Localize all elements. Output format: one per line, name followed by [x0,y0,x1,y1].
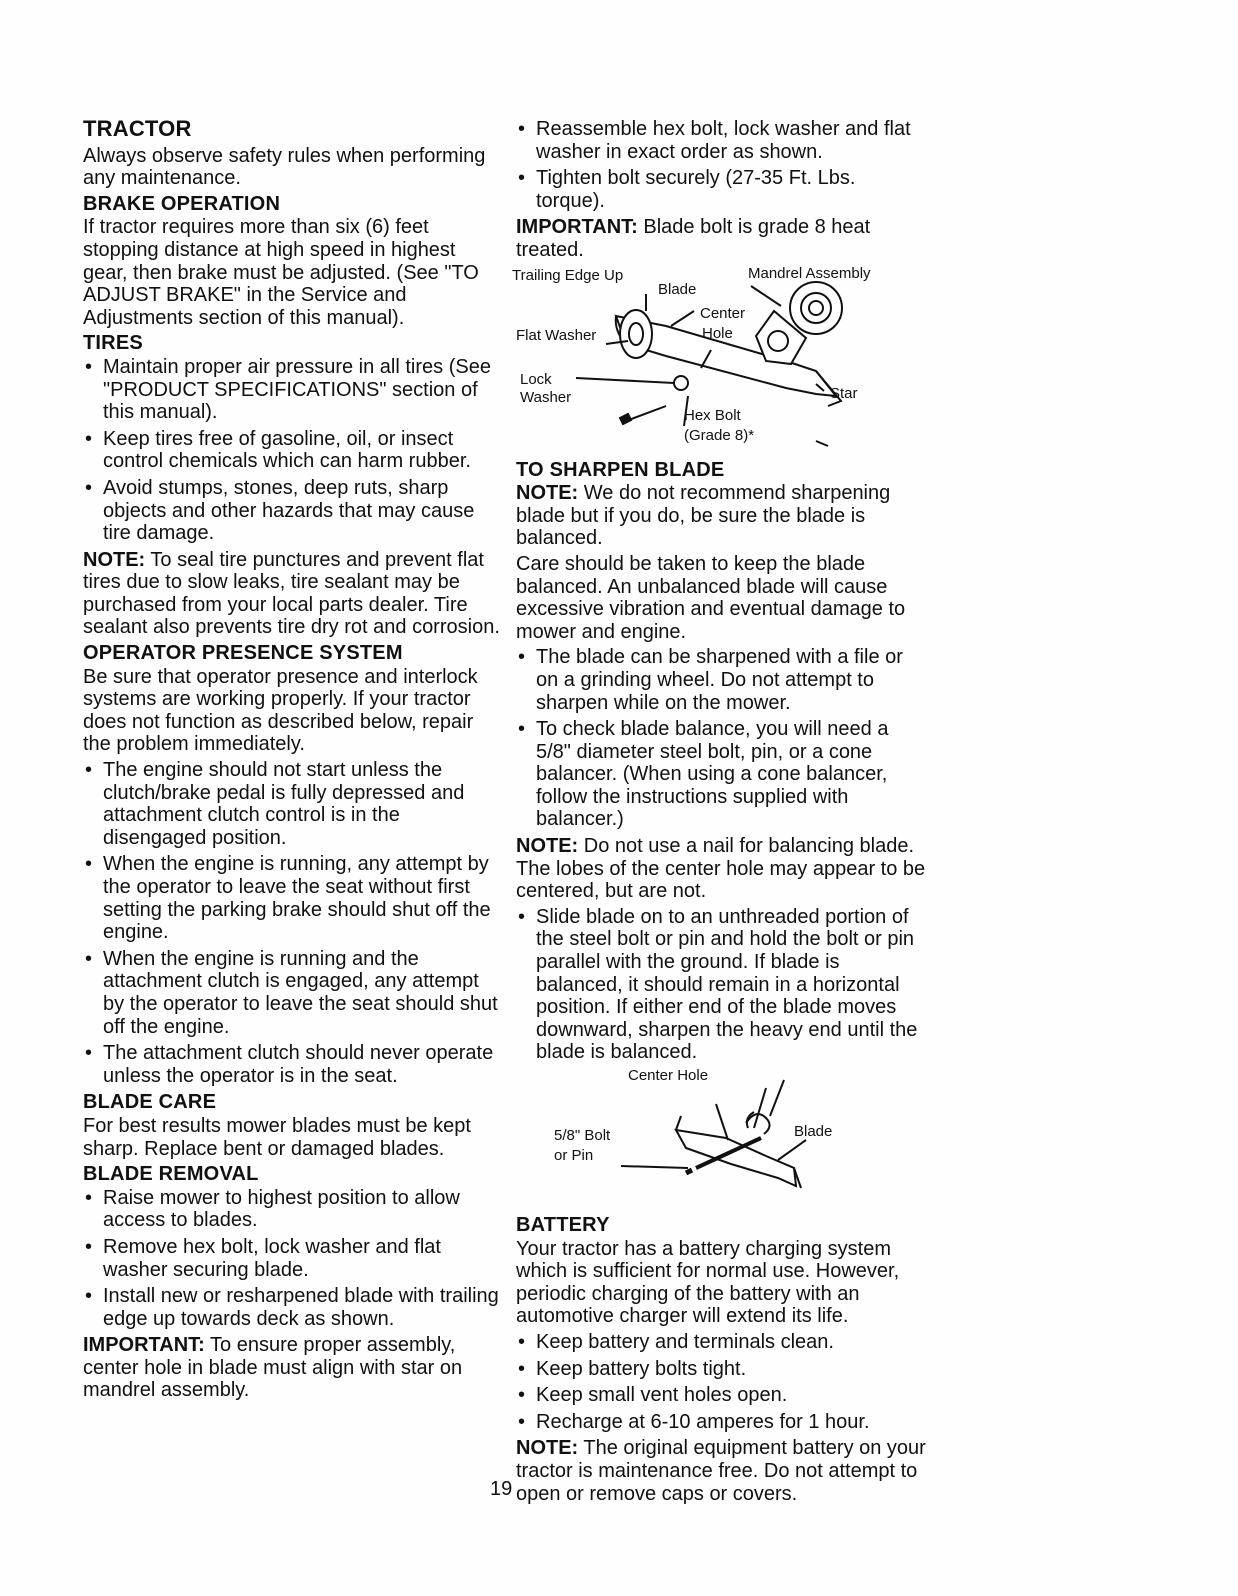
battery-heading: BATTERY [516,1214,610,1236]
list-item: • Reassemble hex bolt, lock washer and flat washer in exact order as shown. [516,118,926,163]
list-item: • To check blade balance, you will need a 5/8" diameter steel bolt, pin, or a cone balancer. (When using a cone balancer, follow the instructions supplied with balancer.) [516,718,926,831]
list-item: • Remove hex bolt, lock washer and flat washer securing blade. [83,1236,503,1281]
list-item: • When the engine is running, any attempt by the operator to leave the seat without first setting the parking brake should shut off the engine. [83,853,503,943]
lock-label: Lock [520,370,552,388]
blade-assembly-figure [512,264,916,456]
intro-text: Always observe safety rules when performing any maintenance. [83,144,486,190]
blade-removal-heading: BLADE REMOVAL [83,1163,259,1186]
blade-label-2: Blade [794,1123,833,1140]
balance-check-figure [516,1068,916,1208]
operator-presence-list [83,759,503,1087]
sharpen-blade-heading: TO SHARPEN BLADE [516,458,725,481]
sharpen-note-text: We do not recommend sharpening blade but if you do, be sure the blade is balanced. [516,482,891,550]
battery-note-text: The original equipment battery on your tractor is maintenance free. Do not attempt to open or remove caps or covers. [516,1437,926,1505]
left-column [83,118,503,1405]
grade-label: (Grade 8)* [684,426,755,444]
hole-label: Hole [702,324,733,342]
list-item: • Avoid stumps, stones, deep ruts, sharp objects and other hazards that may cause tire damage. [83,477,503,545]
operator-presence-heading: OPERATOR PRESENCE SYSTEM [83,642,403,665]
removal-important [83,1334,503,1402]
tractor-heading: TRACTOR [83,116,192,141]
list-item: • Slide blade on to an unthreaded portion of the steel bolt or pin and hold the bolt or pin parallel with the ground. If blade is balanced, it should remain in a horizontal position. If either end of the blade moves downward, sharpen the heavy end until the blade is balanced. [516,906,926,1064]
bolt-important-text: Blade bolt is grade 8 heat treated. [516,216,871,261]
battery-text: Your tractor has a battery charging system which is sufficient for normal use. However, periodic charging of the battery with an automotive charger will extend its life. [516,1237,900,1328]
brake-operation-text: If tractor requires more than six (6) feet stopping distance at high speed in highest gear, then brake must be adjusted. (See "TO ADJUST BRAKE" in the Service and Adjustments section of this manual). [83,216,479,329]
battery-list [516,1331,926,1433]
tires-heading: TIRES [83,332,143,355]
tires-note-text: To seal tire punctures and prevent flat tires due to slow leaks, tire sealant may be purchased from your local parts dealer. Tire sealant also prevents tire dry rot and corrosion. [83,548,500,639]
list-item: • Recharge at 6-10 amperes for 1 hour. [516,1411,926,1434]
sharpen-note [516,482,926,550]
bolt-label: 5/8" Bolt [554,1127,611,1144]
sharpen-text: Care should be taken to keep the blade balanced. An unbalanced blade will cause excessive vibration and eventual damage to mower and engine. [516,552,906,643]
list-item: • Install new or resharpened blade with trailing edge up towards deck as shown. [83,1285,503,1330]
tires-note [83,549,503,639]
slide-list [516,906,926,1064]
blade-care-text: For best results mower blades must be kept sharp. Replace bent or damaged blades. [83,1114,471,1160]
operator-presence-text: Be sure that operator presence and interlock systems are working properly. If your tractor does not function as described below, repair the problem immediately. [83,665,478,756]
sharpen-list [516,646,926,831]
tires-list [83,356,503,545]
list-item: • When the engine is running and the attachment clutch is engaged, any attempt by the operator to leave the seat should shut off the engine. [83,948,503,1038]
list-item: • The attachment clutch should never operate unless the operator is in the seat. [83,1042,503,1087]
brake-operation-heading: BRAKE OPERATION [83,192,281,215]
hex-bolt-label: Hex Bolt [684,406,741,424]
mandrel-assembly-label: Mandrel Assembly [748,264,871,282]
or-pin-label: or Pin [554,1147,594,1164]
page-number: 19 [490,1478,513,1500]
important-label: IMPORTANT: [516,216,638,239]
blade-label: Blade [658,280,697,298]
list-item: • Keep battery and terminals clean. [516,1331,926,1354]
note-label: NOTE: [516,482,579,505]
list-item: • Keep tires free of gasoline, oil, or insect control chemicals which can harm rubber. [83,428,503,473]
center-hole-label: Center Hole [628,1067,709,1084]
nail-note [516,835,926,903]
note-label: NOTE: [516,835,579,858]
washer-label: Washer [520,388,572,406]
list-item: • Keep small vent holes open. [516,1384,926,1407]
nail-note-text: Do not use a nail for balancing blade. The lobes of the center hole may appear to be centered, but are not. [516,835,926,903]
reassemble-list [516,118,926,212]
important-label: IMPORTANT: [83,1334,205,1357]
list-item: • Raise mower to highest position to allow access to blades. [83,1187,503,1232]
note-label: NOTE: [83,548,146,571]
removal-important-text: To ensure proper assembly, center hole in blade must align with star on mandrel assembly. [83,1334,463,1402]
bolt-important [516,216,926,261]
list-item: • The blade can be sharpened with a file or on a grinding wheel. Do not attempt to sharpen while on the mower. [516,646,926,714]
list-item: • Keep battery bolts tight. [516,1358,926,1381]
list-item: • Maintain proper air pressure in all tires (See "PRODUCT SPECIFICATIONS" section of this manual). [83,356,503,424]
note-label: NOTE: [516,1437,579,1460]
blade-removal-list [83,1187,503,1331]
battery-note [516,1437,926,1505]
blade-care-heading: BLADE CARE [83,1091,217,1114]
list-item: • The engine should not start unless the clutch/brake pedal is fully depressed and attachment clutch control is in the disengaged position. [83,759,503,849]
trailing-edge-label: Trailing Edge Up [512,266,624,284]
right-column [512,118,926,1508]
center-label: Center [700,304,746,322]
flat-washer-label: Flat Washer [516,326,597,344]
star-label: Star [830,384,858,402]
list-item: • Tighten bolt securely (27-35 Ft. Lbs. torque). [516,167,926,212]
